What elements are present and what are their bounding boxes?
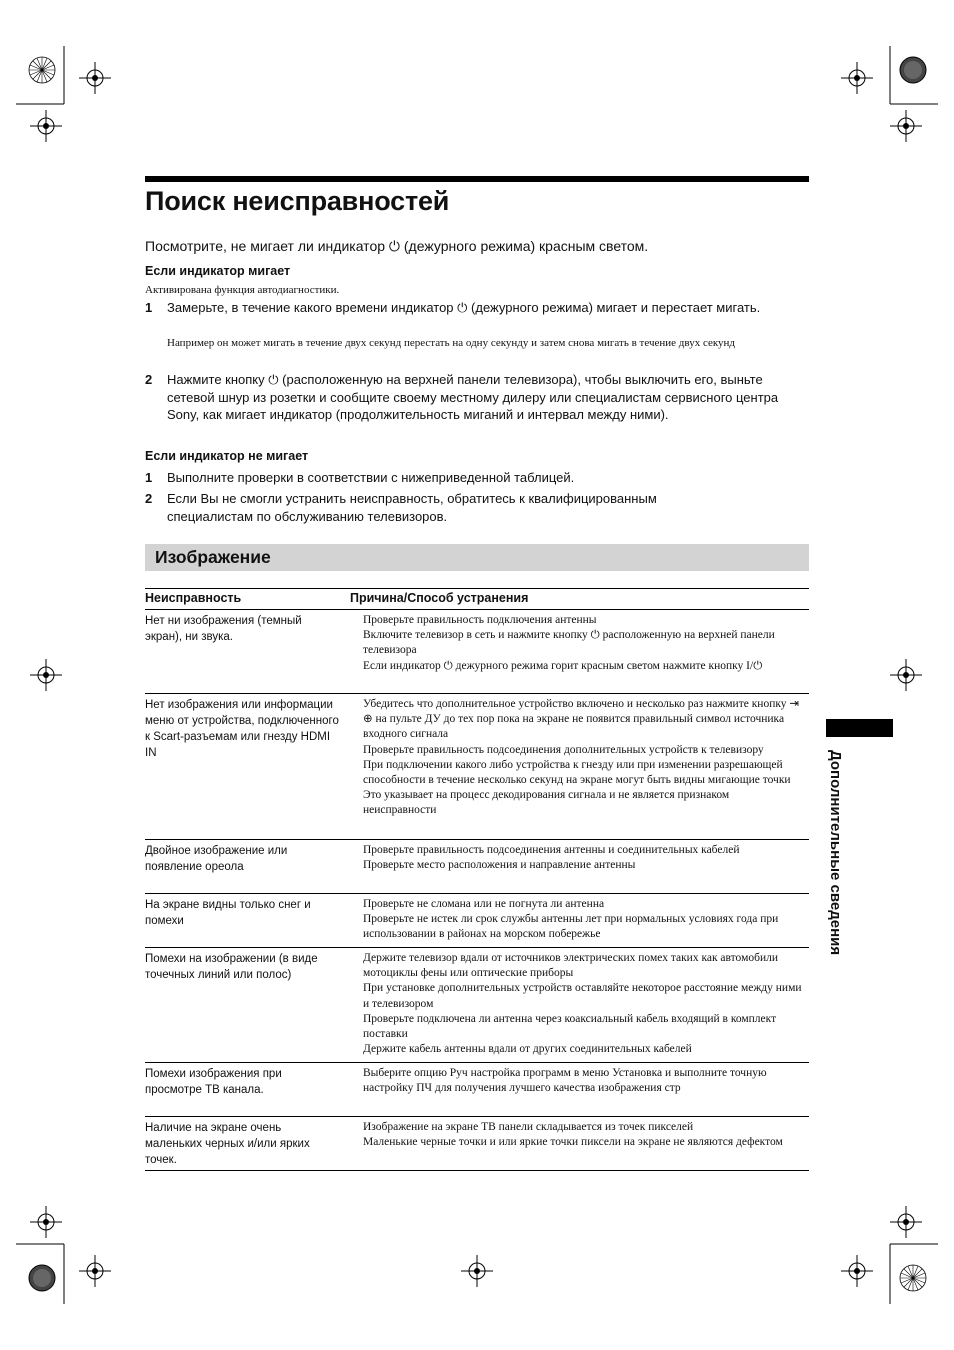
solution-cell xyxy=(363,697,803,819)
problem-cell: На экране видны только снег и помехи xyxy=(145,899,311,927)
step-number: 1 xyxy=(145,300,153,315)
blink-heading: Если индикатор мигает xyxy=(145,264,291,278)
problem-cell: Помехи изображения при просмотре ТВ канала. xyxy=(145,1068,282,1096)
blink-step-1 xyxy=(145,299,805,317)
problem-cell: Двойное изображение или появление ореола xyxy=(145,845,288,873)
solution-line: Включите телевизор в сеть и нажмите кнопку ⏻ расположенную на верхней панели телевизора xyxy=(363,629,775,657)
problem-cell: Помехи на изображении (в виде точечных линий или полос) xyxy=(145,953,318,981)
problem-cell: Нет ни изображения (темный экран), ни звука. xyxy=(145,615,302,643)
solution-line: Маленькие черные точки и или яркие точки пиксели на экране не являются дефектом xyxy=(363,1136,783,1149)
noblink-heading: Если индикатор не мигает xyxy=(145,449,309,463)
noblink-step-1 xyxy=(145,469,805,487)
table-row xyxy=(145,948,809,1063)
solution-line: Проверьте правильность подключения антенны xyxy=(363,614,597,626)
table-row xyxy=(145,894,809,948)
solution-cell xyxy=(363,951,803,1057)
column-header-problem: Неисправность xyxy=(145,591,242,605)
table-row xyxy=(145,1063,809,1117)
troubleshooting-table xyxy=(145,588,809,1171)
side-tab-marker xyxy=(826,719,893,737)
solution-line: Проверьте подключена ли антенна через коаксиальный кабель входящий в комплект поставки xyxy=(363,1012,777,1041)
solution-line: Держите кабель антенны вдали от других соединительных кабелей xyxy=(363,1043,692,1056)
solution-line: Убедитесь что дополнительное устройство включено и несколько раз нажмите кнопку ⇥ ⊕ на пульте ДУ до тех пор пока на экране не появится правильный символ источника входного сигнала xyxy=(363,698,800,741)
solution-cell xyxy=(363,1066,803,1096)
page-title: Поиск неисправностей xyxy=(145,186,450,216)
problem-cell: Нет изображения или информации меню от устройства, подключенного к Scart-разъемам или гнезду HDMI IN xyxy=(145,699,339,759)
solution-line: Проверьте не сломана или не погнута ли антенна xyxy=(363,898,605,910)
solution-cell xyxy=(363,843,803,873)
blink-note: Например он может мигать в течение двух секунд перестать на одну секунду и затем снова мигать в течение двух секунд xyxy=(167,337,736,349)
step-text: Выполните проверки в соответствии с нижеприведенной таблицей. xyxy=(167,470,575,485)
solution-cell xyxy=(363,1120,803,1150)
solution-line: Проверьте не истек ли срок службы антенны лет при нормальных условиях года при использовании в районах на морском побережье xyxy=(363,913,779,941)
step-number: 2 xyxy=(145,372,153,387)
step-text: Если Вы не смогли устранить неисправность, обратитесь к квалифицированным специалистам по обслуживанию телевизоров. xyxy=(167,491,657,524)
step-number: 1 xyxy=(145,470,153,485)
noblink-step-2 xyxy=(145,490,745,525)
blink-step-2 xyxy=(145,371,805,424)
solution-line: Выберите опцию Руч настройка программ в меню Установка и выполните точную настройку ПЧ для получения лучшего качества изображения стр xyxy=(363,1067,767,1095)
intro-text: Посмотрите, не мигает ли индикатор ⏻ (дежурного режима) красным светом. xyxy=(145,238,649,254)
solution-line: Держите телевизор вдали от источников электрических помех таких как автомобили мотоциклы фены или оптические приборы xyxy=(363,952,779,980)
solution-line: Проверьте правильность подсоединения дополнительных устройств к телевизору xyxy=(363,743,764,756)
solution-line: Проверьте место расположения и направление антенны xyxy=(363,859,636,872)
title-rule xyxy=(145,176,809,182)
table-header xyxy=(145,588,809,610)
blink-sub: Активирована функция автодиагностики. xyxy=(145,284,340,296)
step-number: 2 xyxy=(145,491,153,506)
table-row xyxy=(145,1117,809,1171)
solution-line: Изображение на экране ТВ панели складывается из точек пикселей xyxy=(363,1121,694,1133)
side-label-text: Дополнительные сведения xyxy=(827,750,844,956)
table-row xyxy=(145,694,809,840)
section-title: Изображение xyxy=(155,547,271,567)
solution-line: При установке дополнительных устройств оставляйте некоторое расстояние между ними и телевизором xyxy=(363,982,802,1010)
table-row xyxy=(145,610,809,694)
problem-cell: Наличие на экране очень маленьких черных и/или ярких точек. xyxy=(145,1122,310,1166)
column-header-solution: Причина/Способ устранения xyxy=(350,591,529,605)
side-label xyxy=(818,750,848,1000)
table-row xyxy=(145,840,809,894)
solution-line: При подключении какого либо устройства к гнезду или при изменении разрешающей способности в течение несколько секунд на экране могут быть видны мигающие точки Это указывает на процесс декодирования сигнала и не является признаком неисправности xyxy=(363,758,791,817)
step-text: Замерьте, в течение какого времени индикатор ⏻ (дежурного режима) мигает и перестает мигать. xyxy=(167,300,761,315)
solution-line: Проверьте правильность подсоединения антенны и соединительных кабелей xyxy=(363,844,740,856)
solution-cell xyxy=(363,613,803,674)
step-text: Нажмите кнопку ⏻ (расположенную на верхней панели телевизора), чтобы выключить его, выньте сетевой шнур из розетки и сообщите своему местному дилеру или специалистам сервисного центра Sony, как мигает индикатор (продолжительность миганий и интервал между ними). xyxy=(167,372,779,422)
solution-line: Если индикатор ⏻ дежурного режима горит красным светом нажмите кнопку I/⏻ xyxy=(363,659,763,672)
solution-cell xyxy=(363,897,803,943)
